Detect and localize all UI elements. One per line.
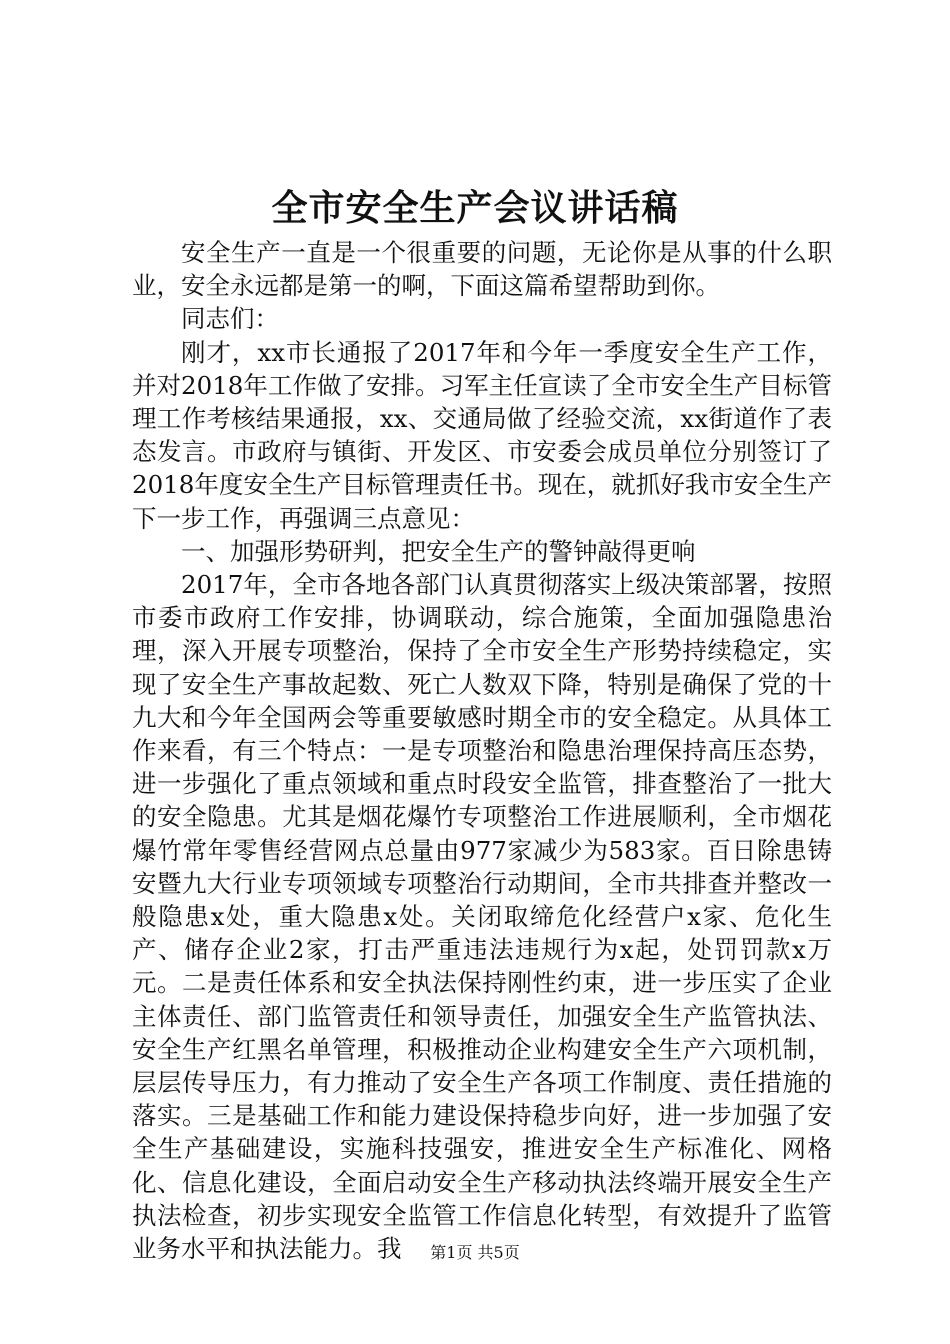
document-title: 全市安全生产会议讲话稿 xyxy=(271,187,679,229)
salutation-paragraph: 同志们： xyxy=(181,304,279,334)
section-body-paragraph: 2017年，全市各地各部门认真贯彻落实上级决策部署，按照市委市政府工作安排，协调联动，综合施策，全面加强隐患治理，深入开展专项整治，保持了全市安全生产形势持续稳定，实现了安全生产事故起数、死亡人数双下降，特别是确保了党的十九大和今年全国两会等重要敏感时期全市的安全稳定。从具体工作来看，有三个特点：一是专项整治和隐患治理保持高压态势，进一步强化了重点领域和重点时段安全监管，排查整治了一批大的安全隐患。尤其是烟花爆竹专项整治工作进展顺利，全市烟花爆竹常年零售经营网点总量由977家减少为583家。百日除患铸安暨九大行业专项领域专项整治行动期间，全市共排查并整改一般隐患x处，重大隐患x处。关闭取缔危化经营户x家、危化生产、储存企业2家，打击严重违法违规行为x起，处罚罚款x万元。二是责任体系和安全执法保持刚性约束，进一步压实了企业主体责任、部门监管责任和领导责任，加强安全生产监管执法、安全生产红黑名单管理，积极推动企业构建安全生产六项机制，层层传导压力，有力推动了安全生产各项工作制度、责任措施的落实。三是基础工作和能力建设保持稳步向好，进一步加强了安全生产基础建设，实施科技强安，推进安全生产标准化、网格化、信息化建设，全面启动安全生产移动执法终端开展安全生产执法检查，初步实现安全监管工作信息化转型，有效提升了监管业务水平和执法能力。我 xyxy=(132,570,832,1264)
document-body xyxy=(132,236,832,1265)
section-heading: 一、加强形势研判，把安全生产的警钟敲得更响 xyxy=(181,536,696,566)
opening-paragraph: 刚才，xx市长通报了2017年和今年一季度安全生产工作，并对2018年工作做了安排。习军主任宣读了全市安全生产目标管理工作考核结果通报，xx、交通局做了经验交流，xx街道作了表态发言。市政府与镇街、开发区、市安委会成员单位分别签订了2018年度安全生产目标管理责任书。现在，就抓好我市安全生产下一步工作，再强调三点意见： xyxy=(132,337,832,533)
intro-paragraph: 安全生产一直是一个很重要的问题，无论你是从事的什么职业，安全永远都是第一的啊，下面这篇希望帮助到你。 xyxy=(132,238,832,301)
page-footer: 第1页 共5页 xyxy=(430,1243,520,1262)
